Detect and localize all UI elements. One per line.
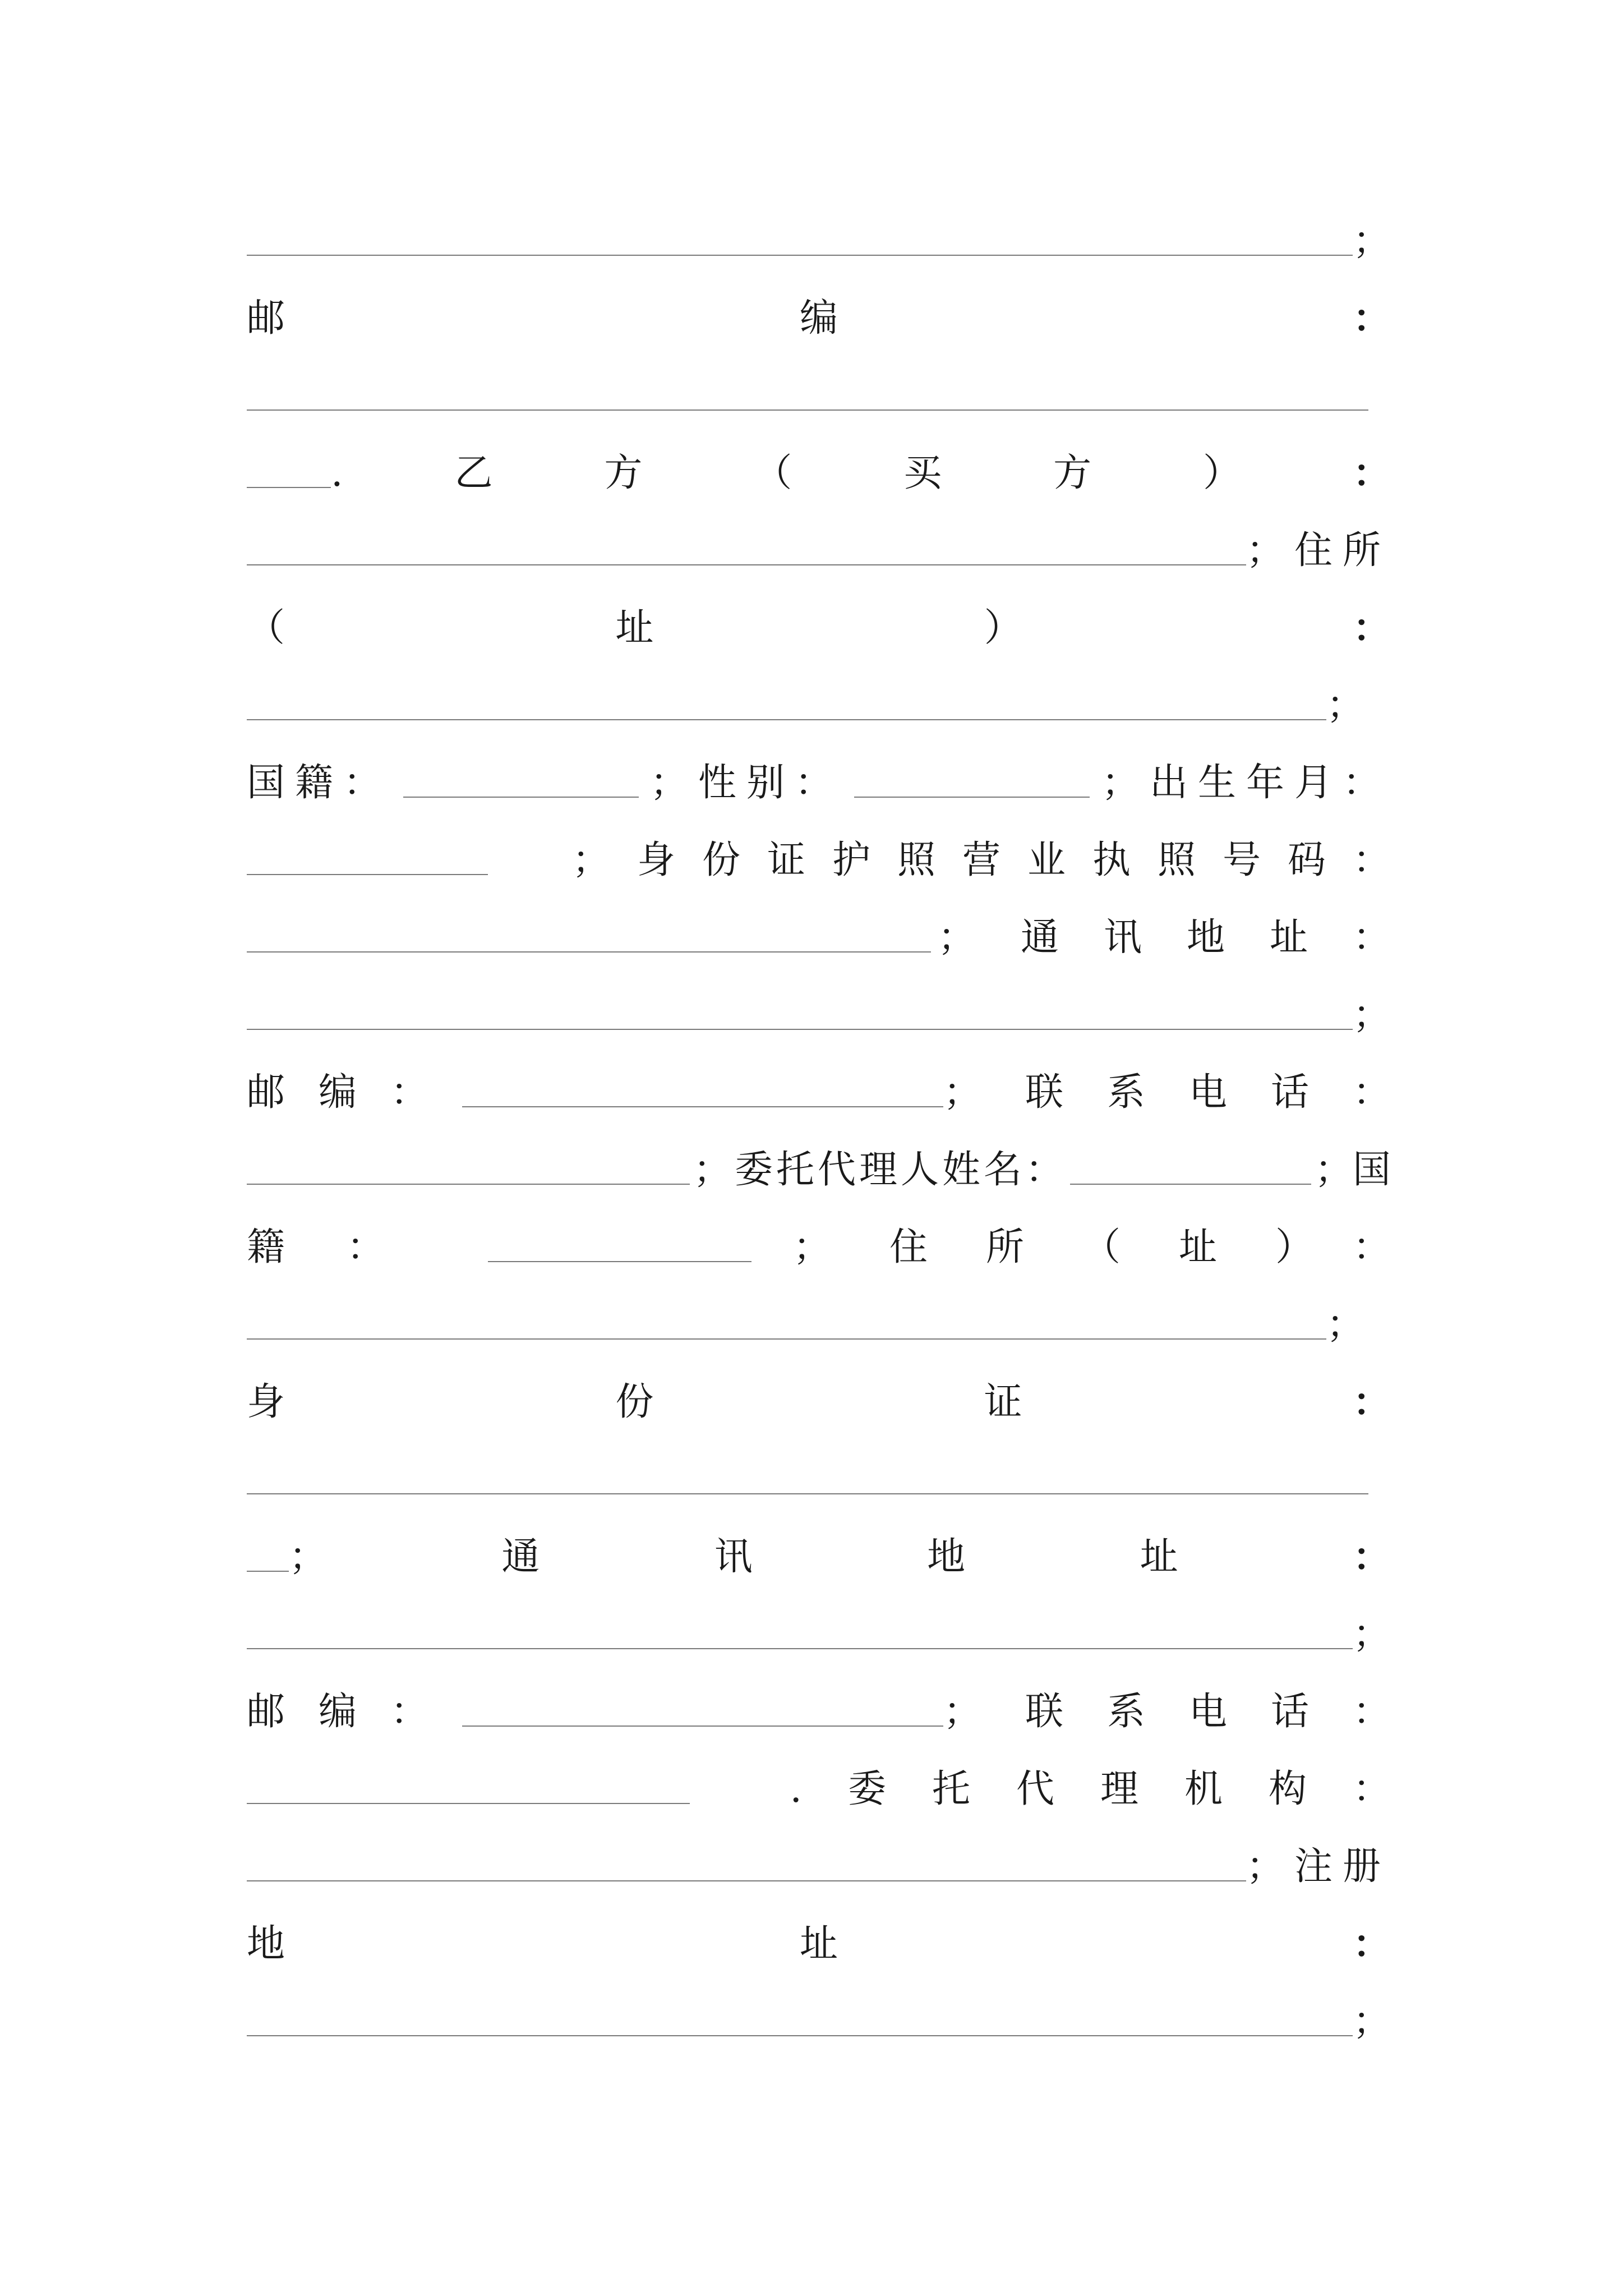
semicolon: ；	[1326, 683, 1365, 728]
semicolon: ；	[1352, 219, 1391, 263]
period: .	[331, 451, 343, 495]
form-line-agency-registered	[247, 1816, 1391, 1894]
label-char: 邮	[247, 296, 285, 341]
fill-in-blank[interactable]	[247, 1803, 690, 1804]
label-char: 讯	[714, 1535, 753, 1579]
label-text: 邮编：	[247, 1070, 463, 1115]
label-char: （	[754, 451, 792, 495]
label-char: 址	[799, 1922, 838, 1966]
semicolon: ；	[1326, 1303, 1365, 1347]
form-line-blank	[247, 346, 1391, 423]
colon: ：	[1352, 451, 1391, 496]
semicolon: ；	[1352, 1999, 1391, 2044]
fill-in-blank[interactable]	[488, 1261, 751, 1262]
semicolon: ；	[289, 1535, 328, 1579]
label-char: 通	[501, 1535, 540, 1579]
semicolon: ；	[1246, 1844, 1294, 1889]
label-text: 住所	[1294, 528, 1391, 573]
fill-in-blank[interactable]	[247, 1648, 1353, 1649]
label-text: ；住所（址）：	[792, 1225, 1449, 1269]
fill-in-blank[interactable]	[247, 409, 1368, 411]
colon: ：	[1352, 1922, 1391, 1967]
form-line-id-label	[247, 1352, 1391, 1429]
form-line-registered-address-label	[247, 1894, 1391, 1971]
form-line-blank	[247, 1584, 1391, 1662]
label-char: 地	[927, 1535, 966, 1579]
form-line-id-number-label	[247, 810, 1418, 887]
fill-in-blank[interactable]	[247, 1493, 1368, 1494]
label-text: ；委托代理人姓名：	[693, 1148, 1067, 1192]
colon: ：	[1352, 1380, 1391, 1425]
label-text: 籍：	[247, 1225, 447, 1269]
form-line-blank	[247, 1274, 1391, 1352]
form-line-blank	[247, 191, 1391, 268]
form-line-agent-name	[247, 1120, 1391, 1197]
label-char: （	[247, 606, 285, 650]
label-char: 乙	[454, 451, 493, 495]
fill-in-blank[interactable]	[1070, 1184, 1311, 1185]
form-line-address-label	[247, 578, 1391, 655]
fill-in-blank[interactable]	[462, 1106, 943, 1107]
form-line-blank	[247, 1971, 1391, 2049]
form-line-agency-label	[247, 1739, 1437, 1816]
label-text: ；联系电话：	[943, 1070, 1435, 1115]
label-text: ；通讯地址：	[937, 915, 1436, 960]
form-line-name-residence	[247, 500, 1391, 578]
fill-in-blank[interactable]	[247, 255, 1353, 256]
semicolon: ；	[1246, 528, 1294, 573]
label-char: 身	[247, 1380, 285, 1424]
label-text: ；性别：	[649, 761, 843, 805]
label-char: ）	[1203, 451, 1242, 495]
label-text: 注册	[1294, 1844, 1391, 1889]
fill-in-blank[interactable]	[247, 1029, 1353, 1030]
form-line-blank	[247, 655, 1391, 733]
label-char: 址	[615, 606, 654, 650]
label-char: 址	[1140, 1535, 1178, 1579]
form-line-agent-mail-address-label	[247, 1507, 1391, 1584]
form-line-postcode-phone	[247, 1042, 1435, 1120]
fill-in-blank[interactable]	[247, 564, 1246, 565]
form-line-blank	[247, 1429, 1391, 1507]
label-text: .委托代理机构：	[790, 1767, 1437, 1811]
semicolon: ；	[1352, 993, 1391, 1037]
label-text: ；身份证护照营业执照号码：	[571, 838, 1418, 882]
form-line-agent-nationality-residence	[247, 1197, 1449, 1274]
fill-in-blank[interactable]	[247, 951, 931, 953]
form-line-blank	[247, 965, 1391, 1042]
semicolon: ；	[1352, 1612, 1391, 1657]
label-text: ；国	[1314, 1148, 1391, 1192]
colon: ：	[1352, 1535, 1391, 1580]
label-char: 证	[984, 1380, 1022, 1424]
fill-in-blank[interactable]	[247, 719, 1326, 720]
fill-in-blank[interactable]	[247, 2035, 1353, 2036]
label-text: ；联系电话：	[943, 1690, 1435, 1734]
form-line-agent-postcode-phone	[247, 1662, 1435, 1739]
label-char: 编	[799, 296, 838, 341]
label-char: ）	[984, 606, 1022, 650]
fill-in-blank[interactable]	[247, 1338, 1326, 1340]
form-line-nationality-sex-birth	[247, 733, 1391, 810]
label-char: 买	[903, 451, 942, 495]
label-char: 地	[247, 1922, 285, 1966]
fill-in-blank[interactable]	[854, 797, 1090, 798]
fill-in-blank[interactable]	[247, 1880, 1246, 1881]
colon: ：	[1352, 606, 1391, 651]
form-line-mail-address-label	[247, 887, 1436, 965]
colon: ：	[1352, 296, 1391, 341]
label-char: 份	[615, 1380, 654, 1424]
label-char: 方	[1053, 451, 1092, 495]
fill-in-blank[interactable]	[247, 874, 488, 875]
fill-in-blank[interactable]	[403, 797, 639, 798]
form-line-postcode-label	[247, 268, 1391, 346]
label-char: 方	[604, 451, 643, 495]
form-line-party-b-heading	[247, 423, 1391, 500]
fill-in-blank[interactable]	[247, 487, 331, 488]
label-text: 国籍：	[247, 761, 392, 805]
label-text: 邮编：	[247, 1690, 463, 1734]
label-text: ；出生年月：	[1101, 761, 1391, 805]
fill-in-blank[interactable]	[462, 1726, 943, 1727]
fill-in-blank[interactable]	[247, 1184, 690, 1185]
fill-in-blank[interactable]	[247, 1571, 289, 1572]
